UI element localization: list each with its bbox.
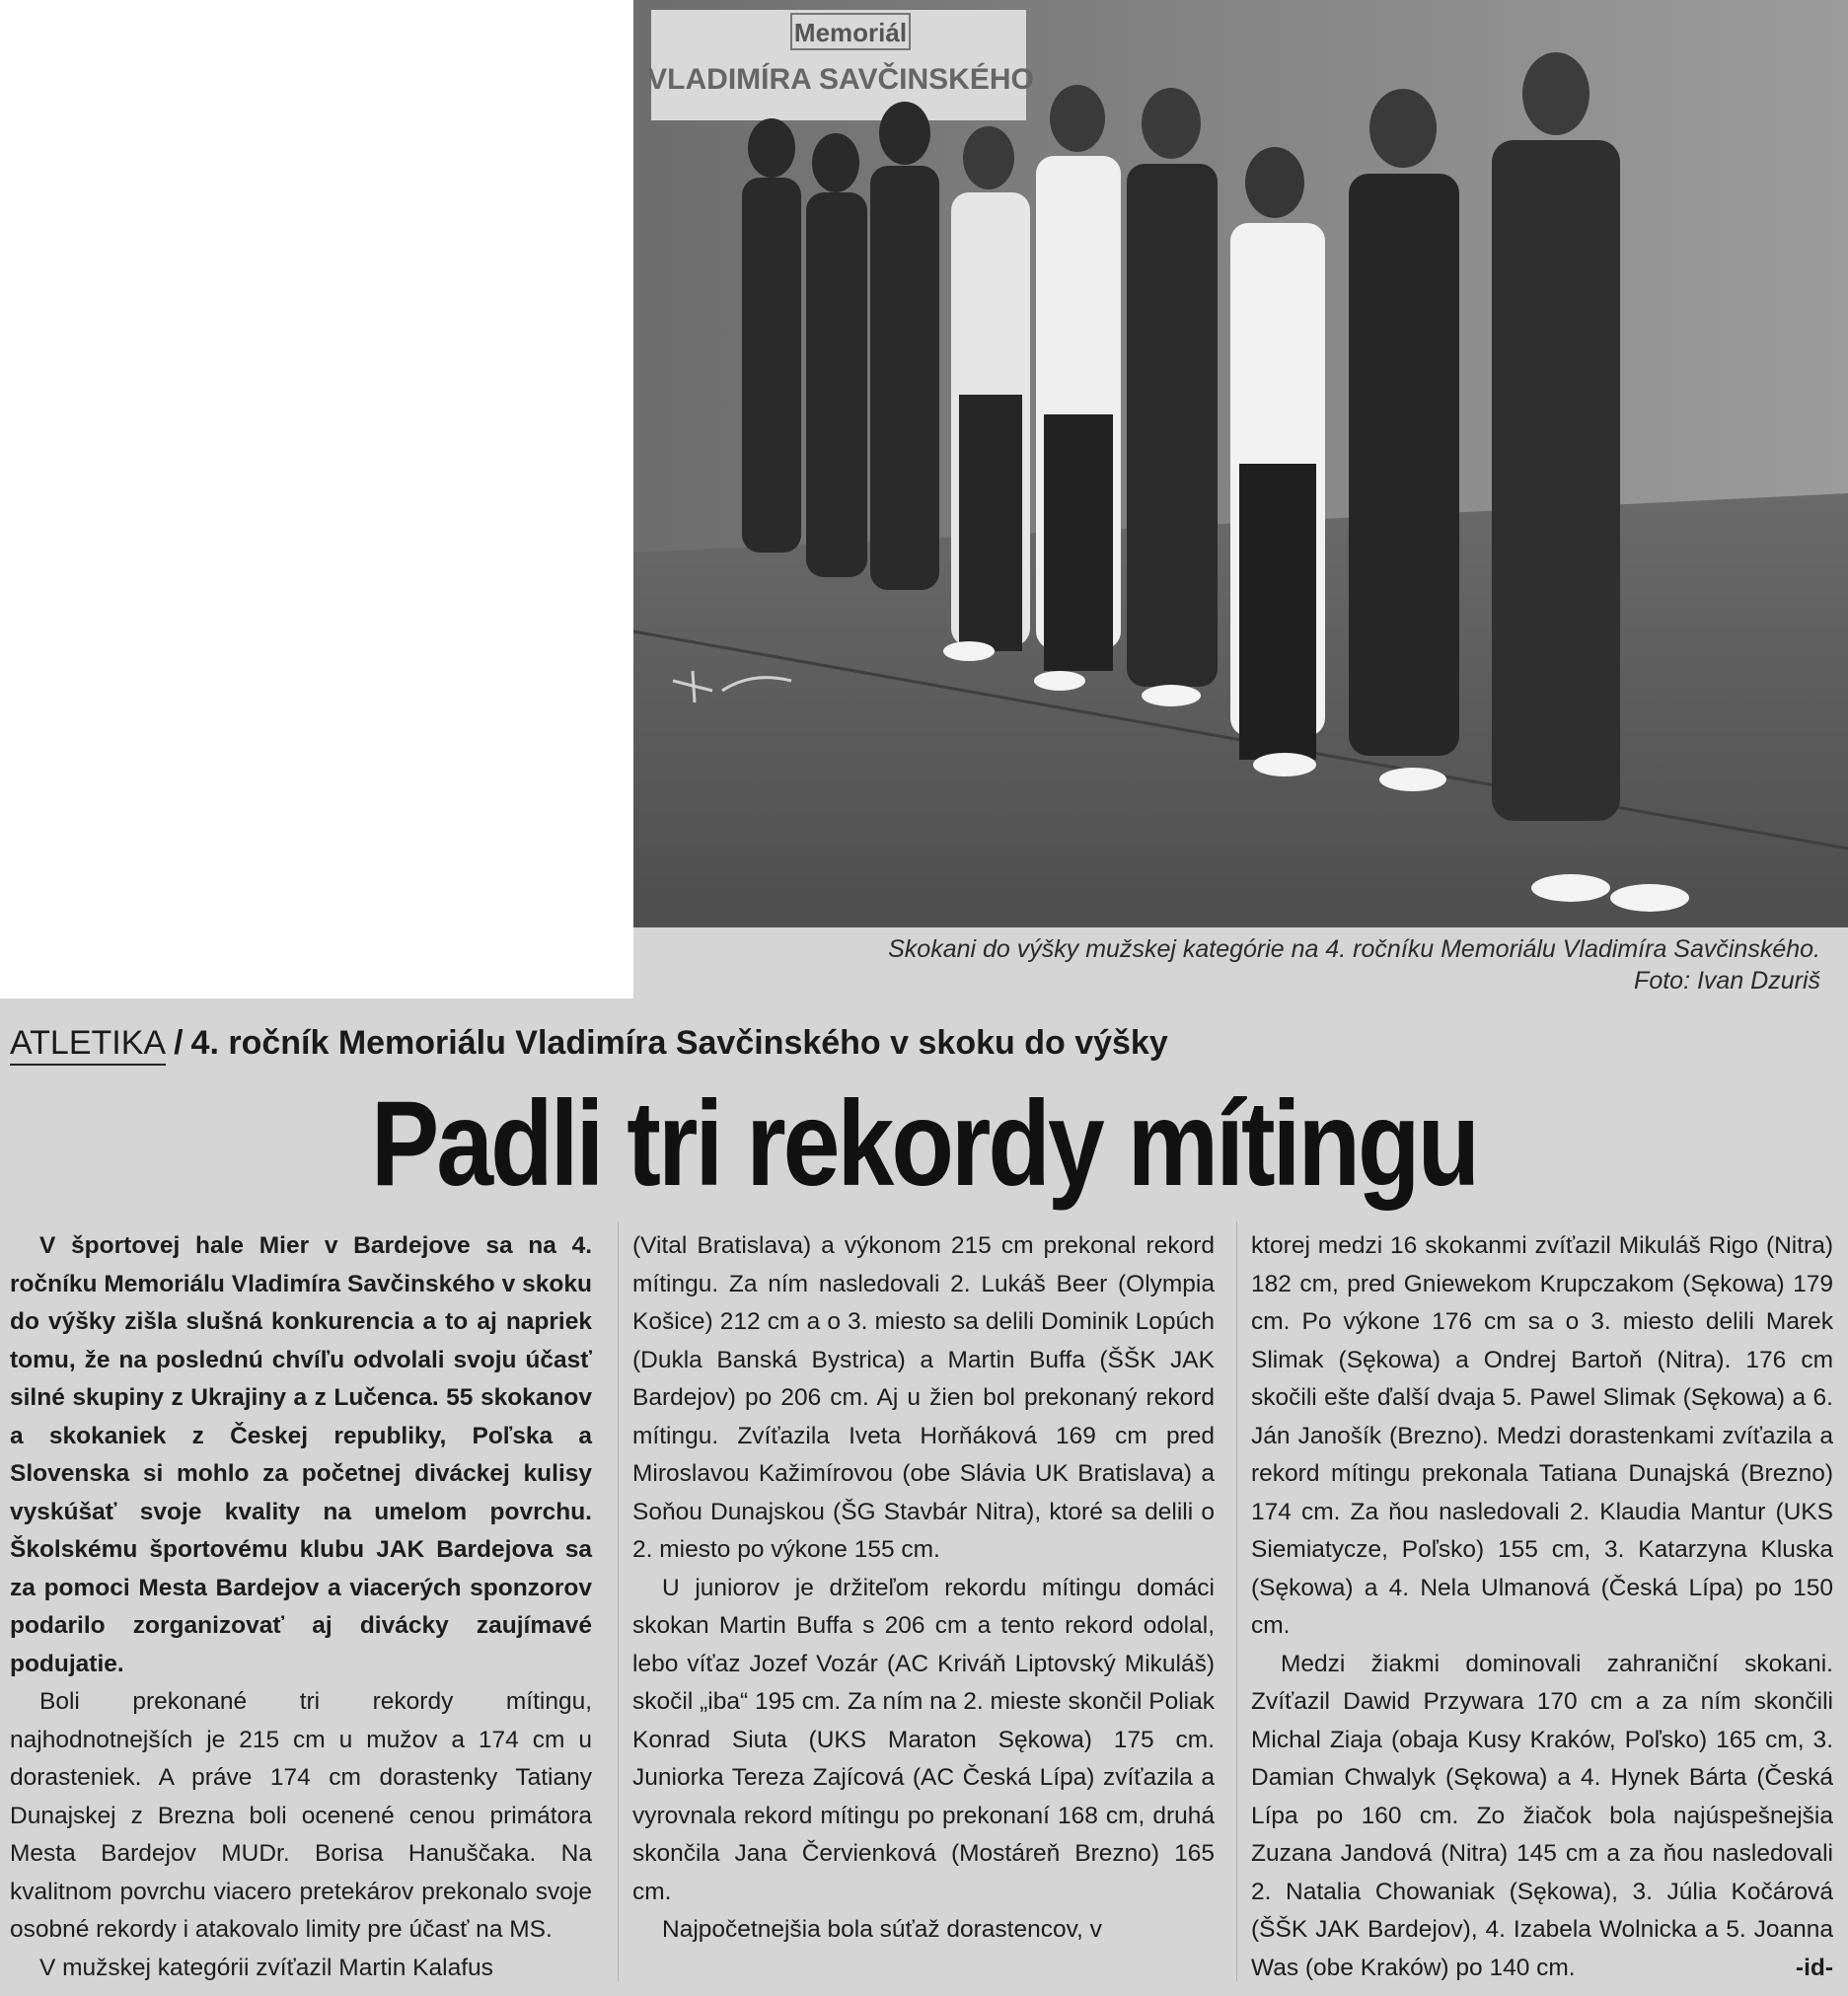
body-paragraph: ktorej medzi 16 skokanmi zvíťazil Mikuláš Rigo (Nitra) 182 cm, pred Gniewekom Krupczakom (Sękowa) 179 cm. Po výkone 176 cm sa o 3. miesto delili Marek Slimak (Sękowa) a Ondrej Bartoň (Nitra). 176 cm skočili ešte ďalší dvaja 5. Pawel Slimak (Sękowa) a 6. Ján Janošík (Brezno). Medzi dorastenkami zvíťazila a rekord mítingu prekonala Tatiana Dunajská (Brezno) 174 cm. Za ňou nasledovali 2. Klaudia Mantur (UKS Siemiatycze, Poľsko) 155 cm, 3. Katarzyna Kluska (Sękowa) a 4. Nela Ulmanová (Česká Lípa) po 150 cm.	[1251, 1232, 1833, 1639]
athletes-photo-illustration	[633, 0, 1848, 927]
body-paragraph	[1251, 1646, 1833, 1988]
body-paragraph: Najpočetnejšia bola súťaž dorastencov, v	[662, 1916, 1102, 1943]
body-paragraph-text: Medzi žiakmi dominovali zahraniční skokani. Zvíťazil Dawid Przywara 170 cm a za ním skončili Michal Ziaja (obaja Kusy Kraków, Poľsko) 165 cm, 3. Damian Chwalyk (Sękowa) a 4. Hynek Bárta (Česká Lípa po 160 cm. Zo žiačok bola najúspešnejšia Zuzana Jandová (Nitra) 145 cm a za ňou nasledovali 2. Natalia Chowaniak (Sękowa), 3. Júlia Kočárová (ŠŠK JAK Bardejov), 4. Izabela Wolnicka a 5. Joanna Was (obe Kraków) po 140 cm.	[1251, 1650, 1833, 1981]
kicker-line	[10, 1024, 1168, 1063]
kicker-subtitle: 4. ročník Memoriálu Vladimíra Savčinského v skoku do výšky	[190, 1024, 1168, 1062]
photo-credit: Foto: Ivan Dzuriš	[1634, 967, 1820, 995]
section-label: ATLETIKA	[10, 1024, 166, 1066]
article-column-2	[632, 1227, 1215, 1950]
lead-paragraph: V športovej hale Mier v Bardejove sa na 4. ročníku Memoriálu Vladimíra Savčinského v skoku do výšky zišla slušná konkurencia a to aj napriek tomu, že na poslednú chvíľu odvolali svoju účasť silné skupiny z Ukrajiny a z Lučenca. 55 skokanov a skokaniek z Českej republiky, Poľska a Slovenska si mohlo za početnej diváckej kulisy vyskúšať svoje kvality na umelom povrchu. Školskému športovému klubu JAK Bardejova sa za pomoci Mesta Bardejov a viacerých sponzorov podarilo zorganizovať aj divácky zaujímavé podujatie.	[10, 1232, 592, 1677]
body-paragraph: U juniorov je držiteľom rekordu mítingu domáci skokan Martin Buffa s 206 cm a tento rekord odolal, lebo víťaz Jozef Vozár (AC Kriváň Liptovský Mikuláš) skočil „iba“ 195 cm. Za ním na 2. mieste skončil Poliak Konrad Siuta (UKS Maraton Sękowa) 175 cm. Juniorka Tereza Zajícová (AC Česká Lípa) zvíťazila a vyrovnala rekord mítingu po prekonaní 168 cm, druhá skončila Jana Červienková (Mostáreň Brezno) 165 cm.	[632, 1574, 1215, 1905]
kicker-separator: /	[174, 1024, 184, 1062]
banner-subtitle: VLADIMÍRA SAVČINSKÉHO	[647, 63, 1034, 96]
banner-title: Memoriál	[793, 18, 908, 47]
author-signature: -id-	[1795, 1954, 1833, 1981]
photo-caption: Skokani do výšky mužskej kategórie na 4. ročníku Memoriálu Vladimíra Savčinského.	[888, 935, 1820, 963]
column-divider	[618, 1221, 619, 1981]
column-divider	[1236, 1221, 1237, 1981]
headline: Padli tri rekordy mítingu	[370, 1076, 1478, 1213]
body-paragraph: (Vital Bratislava) a výkonom 215 cm prekonal rekord mítingu. Za ním nasledovali 2. Lukáš Beer (Olympia Košice) 212 cm a o 3. miesto sa delili Dominik Lopúch (Dukla Banská Bystrica) a Martin Buffa (ŠŠK JAK Bardejov) po 206 cm. Aj u žien bol prekonaný rekord mítingu. Zvíťazila Iveta Horňáková 169 cm pred Miroslavou Kažimírovou (obe Slávia UK Bratislava) a Soňou Dunajskou (ŠG Stavbár Nitra), ktoré sa delili o 2. miesto po výkone 155 cm.	[632, 1232, 1215, 1563]
article-column-3	[1251, 1227, 1833, 1987]
blank-margin	[0, 0, 633, 998]
article-photo	[633, 0, 1848, 927]
body-paragraph: Boli prekonané tri rekordy mítingu, najhodnotnejších je 215 cm u mužov a 174 cm u dorasteniek. A práve 174 cm dorastenky Tatiany Dunajskej z Brezna boli ocenené cenou primátora Mesta Bardejov MUDr. Borisa Hanuščaka. Na kvalitnom povrchu viacero pretekárov prekonalo svoje osobné rekordy i atakovalo limity pre účasť na MS.	[10, 1688, 592, 1943]
article-column-1	[10, 1227, 592, 1987]
body-paragraph: V mužskej kategórii zvíťazil Martin Kalafus	[39, 1954, 493, 1981]
